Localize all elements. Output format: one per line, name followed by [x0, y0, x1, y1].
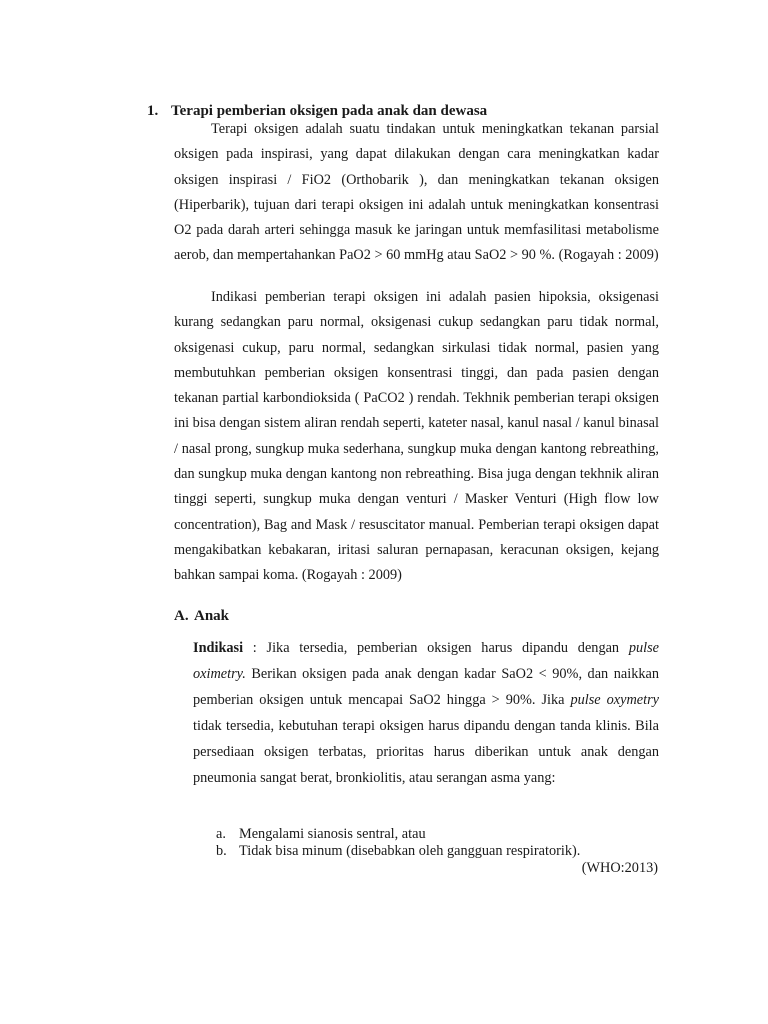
list-item-text: Mengalami sianosis sentral, atau: [239, 826, 426, 842]
list-item-text: Tidak bisa minum (disebabkan oleh gangguan respiratorik).: [239, 843, 581, 859]
indication-list: [216, 826, 666, 860]
paragraph-oxygen-therapy-definition: Terapi oksigen adalah suatu tindakan untuk meningkatkan tekanan parsial oksigen pada inspirasi, yang dapat dilakukan dengan cara meningkatkan kadar oksigen inspirasi / FiO2 (Orthobarik ), dan meningkatkan tekanan oksigen (Hiperbarik), tujuan dari terapi oksigen ini adalah untuk meningkatkan konsentrasi O2 pada darah arteri sehingga masuk ke jaringan untuk memfasilitasi metabolisme aerob, dan mempertahankan PaO2 > 60 mmHg atau SaO2 > 90 %. (Rogayah : 2009): [174, 121, 659, 264]
indication-text-1: Jika tersedia, pemberian oksigen harus dipandu dengan: [266, 640, 629, 656]
indication-term-pulse-oximetry: pulse oximetry.: [193, 640, 659, 682]
list-marker: b.: [216, 843, 227, 859]
indication-colon: :: [243, 640, 267, 656]
citation: (WHO:2013): [581, 860, 658, 876]
subsection-heading: [174, 606, 229, 626]
indication-text-3: tidak tersedia, kebutuhan terapi oksigen harus dipandu dengan tanda klinis. Bila persediaan oksigen terbatas, prioritas harus diberikan untuk anak dengan pneumonia sangat berat, bronkiolitis, atau serangan asma yang:: [193, 717, 659, 786]
list-item: [216, 826, 666, 843]
paragraph-oxygen-therapy-indications: Indikasi pemberian terapi oksigen ini adalah pasien hipoksia, oksigenasi kurang sedangkan paru normal, oksigenasi cukup sedangkan paru tidak normal, oksigenasi cukup, paru normal, sedangkan sirkulasi tidak normal, pasien yang membutuhkan pemberian oksigen konsentrasi tinggi, dan pada pasien dengan tekanan partial karbondioksida ( PaCO2 ) rendah. Tekhnik pemberian terapi oksigen ini bisa dengan sistem aliran rendah seperti, kateter nasal, kanul nasal / kanul binasal / nasal prong, sungkup muka sederhana, sungkup muka dengan kantong rebreathing, dan sungkup muka dengan kantong non rebreathing. Bisa juga dengan tekhnik aliran tinggi seperti, sungkup muka dengan venturi / Masker Venturi (High flow low concentration), Bag and Mask / resuscitator manual. Pemberian terapi oksigen dapat mengakibatkan kebakaran, iritasi saluran pernapasan, keracunan oksigen, kejang bahkan sampai koma. (Rogayah : 2009): [174, 289, 659, 584]
indication-text-2: Berikan oksigen pada anak dengan kadar SaO2 < 90%, dan naikkan pemberian oksigen untuk mencapai SaO2 hingga > 90%. Jika: [193, 665, 659, 708]
paragraph-child-indication: [193, 636, 659, 791]
subsection-title: Anak: [194, 608, 230, 624]
indication-term-pulse-oxymetry: pulse oxymetry: [570, 691, 659, 708]
section-title: Terapi pemberian oksigen pada anak dan dewasa: [171, 103, 488, 119]
section-number: 1.: [147, 103, 159, 119]
list-item: [216, 843, 666, 860]
indication-label: Indikasi: [193, 640, 244, 656]
subsection-letter: A.: [174, 608, 189, 624]
list-marker: a.: [216, 826, 226, 842]
